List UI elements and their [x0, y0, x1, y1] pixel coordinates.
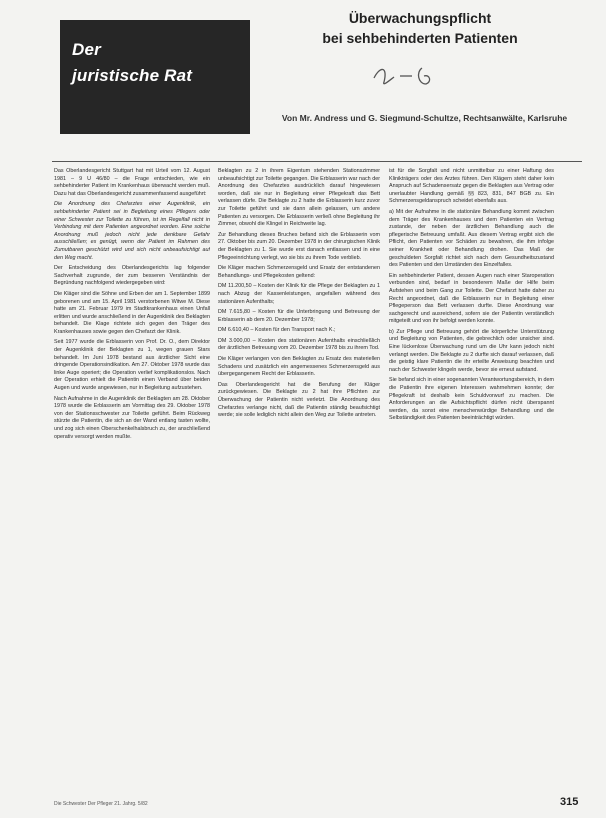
paragraph: DM 6.610,40 – Kosten für den Transport nach K.;: [218, 327, 336, 334]
paragraph: Die Kläger machen Schmerzensgeld und Ersatz der entstandenen Behandlungs- und Pflegekosten geltend:: [218, 265, 380, 279]
text-column-1: [54, 168, 210, 794]
paragraph: DM 3.000,00 – Kosten des stationären Aufenthalts einschließlich der ärztlichen Betreuung vom 20. Dezember 1978 bis zu ihrem Tod.: [218, 337, 380, 352]
paragraph: Nach Aufnahme in die Augenklinik der Beklagten am 28. Oktober 1978 wurde die Erblasserin am Vormittag des 29. Oktober 1978 von der Stationsschwester zur Toilette geführt. Beim Rückweg stürzte die Patientin, die sich an der Wand entlang tasten wollte, und zog sich einen Oberschenkelhalsbruch zu, der anschließend operativ versorgt werden mußte.: [54, 395, 210, 440]
handwritten-annotation: [366, 60, 456, 90]
paragraph: Der Entscheidung des Oberlandesgerichts lag folgender Sachverhalt zugrunde, der zum besseren Verständnis der Begründung nachfolgend wiedergegeben wird:: [54, 265, 210, 287]
banner-line-1: Der: [72, 40, 101, 59]
paragraph: Sie befand sich in einer sogenannten Verantwortungsbereich, in dem die Patientin ihre eigenen Interessen wahrnehmen konnte; der Pflegekraft ist deshalb kein Schuldvorwurf zu machen. Die Anforderungen an die Aufsichtspflicht dürfen nicht überspannt werden, da sonst eine menschenwürdige Behandlung und die Selbständigkeit des Patienten beeinträchtigt würden.: [389, 377, 554, 422]
paragraph: Das Oberlandesgericht Stuttgart hat mit Urteil vom 12. August 1981 – 9 U 46/80 – die Frage entschieden, wie ein sehbehinderter Patient im Krankenhaus überwacht werden muß. Dazu hat das Oberlandesgericht zusammenfassend ausgeführt:: [54, 168, 210, 197]
paragraph: Das Oberlandesgericht hat die Berufung der Kläger zurückgewiesen. Die Beklagte zu 2 hat ihre Pflichten zur Überwachung der Patientin nicht verletzt. Die Anordnung des Chefarztes verlange nicht, daß die Patientin ständig beaufsichtigt werde; sie solle lediglich nicht allein den Weg zur Toilette antreten.: [218, 381, 380, 419]
article-title-line-2: bei sehbehinderten Patienten: [322, 30, 518, 46]
paragraph: Die Kläger sind die Söhne und Erben der am 1. September 1899 geborenen und am 15. April 1981 verstorbenen Witwe M. Diese hatte am 21. Februar 1979 im Stadtkrankenhaus einen Unfall erlitten und wurde anschließend in der Augenklinik des Beklagten behandelt. Die Klage richtete sich gegen den Träger des Krankenhauses sowie gegen den Chefarzt der Klinik.: [54, 290, 210, 335]
column-banner: [60, 20, 250, 134]
text-column-2: [218, 168, 380, 794]
paragraph: Beklagten zu 2 in ihrem Eigentum stehenden Stationszimmer unbeaufsichtigt zur Toilette gegangen. Die Erblasserin war nach der Anordnung des Chefarztes ausdrücklich darauf hingewiesen worden, daß sie nur in Begleitung einer Pflegekraft das Bett verlassen dürfe. Die Beklagte zu 2 hatte die Erblasserin kurz zuvor zur Toilette geführt und sie dann allein gelassen, um andere Patienten zu versorgen. Die Erblasserin verließ ohne Begleitung ihr Zimmer, obwohl die Klingel in Reichweite lag.: [218, 168, 380, 228]
paragraph: b) Zur Pflege und Betreuung gehört die körperliche Unterstützung und Begleitung von Patienten, die gebrechlich oder unsicher sind. Eine lückenlose Überwachung rund um die Uhr kann jedoch nicht verlangt werden. Die Beklagte zu 2 durfte sich darauf verlassen, daß die geistig klare Patientin die ihr erteilte Anweisung beachten und nach der Schwester klingeln werde, bevor sie erneut aufstand.: [389, 328, 554, 373]
banner-line-2: juristische Rat: [72, 66, 193, 85]
paragraph: DM 11.200,50 – Kosten der Klinik für die Pflege der Beklagten zu 1 nach Abzug der Kassenleistungen, angefallen während des stationären Aufenthalts;: [218, 283, 380, 305]
paragraph: Die Kläger verlangen von den Beklagten zu Ersatz des materiellen Schadens und zusätzlich ein angemessenes Schmerzensgeld aus übergegangenem Recht der Erblasserin.: [218, 356, 380, 378]
paragraph: Seit 1977 wurde die Erblasserin von Prof. Dr. O., dem Direktor der Augenklinik der Beklagten zu 1, wegen grauen Stars behandelt. Im Juni 1978 bestand aus ärztlicher Sicht eine dringende Operationsindikation. Am 27. Oktober 1978 wurde das linke Auge operiert; die Operation verlief komplikationslos. Nach der Operation erhielt die Patientin einen Verband über beiden Augen und wurde angewiesen, nur in Begleitung aufzustehen.: [54, 339, 210, 392]
article-title-line-1: Überwachungspflicht: [348, 10, 492, 26]
byline: Von Mr. Andress und G. Siegmund-Schultze, Rechtsanwälte, Karlsruhe: [281, 113, 568, 123]
paragraph: DM 7.615,80 – Kosten für die Unterbringung und Betreuung der Erblasserin ab dem 20. Dezember 1978;: [218, 309, 380, 323]
text-column-3: [389, 168, 554, 794]
footer-source: Die Schwester Der Pfleger 21. Jahrg. 5/82: [54, 801, 148, 807]
paragraph: a) Mit der Aufnahme in die stationäre Behandlung kommt zwischen dem Träger des Krankenhauses und dem Patienten ein Vertrag zustande, der neben der ärztlichen Behandlung auch die pflegerische Betreuung umfaßt. Aus diesem Vertrag ergibt sich die Pflicht, den Patienten vor Schäden zu bewahren, die ihm infolge seiner Krankheit oder Behandlung drohen. Das Maß der geschuldeten Sorgfalt richtet sich nach dem Gesundheitszustand des Patienten und den Umständen des Einzelfalles.: [389, 208, 554, 269]
paragraph: ist für die Sorgfalt und nicht unmittelbar zu einer Haftung des Klinikträgers oder des Arztes führen. Den Klägern steht daher kein Anspruch auf Schadensersatz gegen die Beklagten aus Vertrag oder unerlaubter Handlung gemäß §§ 823, 831, 847 BGB zu. Ein Schmerzensgeldanspruch scheidet ebenfalls aus.: [389, 168, 554, 205]
page-number: 315: [560, 796, 579, 808]
paragraph: Zur Behandlung dieses Bruches befand sich die Erblasserin vom 27. Oktober bis zum 20. Dezember 1978 in der chirurgischen Klinik der Beklagten zu 1. Sie wurde erst danach entlassen und in eine Pflegeeinrichtung verlegt, wo sie bis zu ihrem Tode verblieb.: [218, 231, 380, 261]
divider: [52, 161, 582, 162]
paragraph: Ein sehbehinderter Patient, dessen Augen nach einer Staroperation verbunden sind, bedarf in besonderem Maße der Hilfe beim Aufstehen und beim Gang zur Toilette. Der Chefarzt hatte daher zu Recht angeordnet, daß die Erblasserin nur in Begleitung einer Pflegeperson das Bett verlassen durfte. Diese Anordnung war sachgerecht und ausreichend, sofern sie der Patientin verständlich mitgeteilt und von ihr befolgt werden konnte.: [389, 272, 554, 325]
paragraph: Die Anordnung des Chefarztes einer Augenklinik, ein sehbehinderter Patient sei in Begleitung eines Pflegers oder einer Schwester zur Toilette zu führen, ist im Regelfall nicht in Verbindung mit dem Patienten angeordnet worden. Eine solche Anordnung muß jedoch nicht jede denkbare Gefahr ausschließen; es genügt, wenn der Patient im Rahmen des Zumutbaren geschützt wird und sich nicht unbeaufsichtigt auf den Weg macht.: [54, 201, 210, 261]
